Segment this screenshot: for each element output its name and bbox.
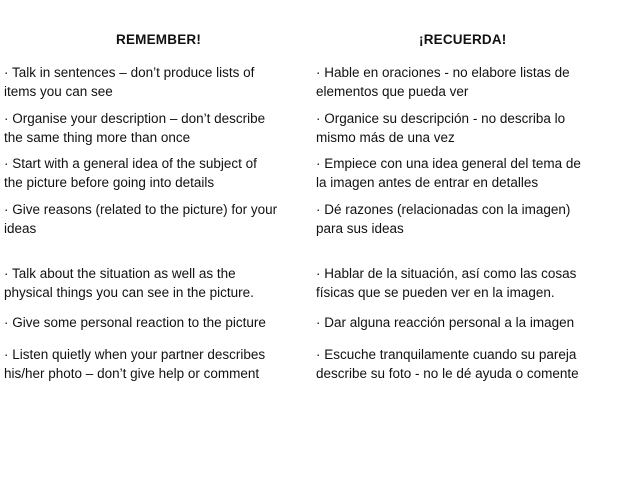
spanish-tip-situacion xyxy=(316,265,632,302)
tip-line: the same thing more than once xyxy=(4,129,191,145)
tip-line: · Talk about the situation as well as the xyxy=(4,266,236,281)
spanish-tip-escuche xyxy=(316,346,632,383)
tip-line: his/her photo – don’t give help or comment xyxy=(4,365,260,381)
tip-line: · Hablar de la situación, así como las cosas xyxy=(316,266,577,281)
english-tip-situation xyxy=(4,265,308,302)
spanish-tip-oraciones xyxy=(316,64,632,101)
spanish-tip-organice xyxy=(316,110,632,147)
tip-line: elementos que pueda ver xyxy=(316,83,469,99)
spanish-tip-reaccion-personal xyxy=(316,314,632,333)
english-tip-organise xyxy=(4,110,308,147)
spanish-tip-idea-general xyxy=(316,155,632,192)
tip-line: · Listen quietly when your partner describes xyxy=(4,347,266,362)
spanish-tip-razones xyxy=(316,201,632,238)
tip-line: · Give some personal reaction to the picture xyxy=(4,315,266,330)
tip-line: describe su foto - no le dé ayuda o comente xyxy=(316,365,579,381)
tip-line: para sus ideas xyxy=(316,220,404,236)
tip-line: · Empiece con una idea general del tema de xyxy=(316,156,581,171)
tip-line: · Give reasons (related to the picture) for your xyxy=(4,202,278,217)
tip-line: · Dar alguna reacción personal a la imagen xyxy=(316,315,575,330)
tip-line: · Hable en oraciones - no elabore listas de xyxy=(316,65,570,80)
tip-line: · Organice su descripción - no describa lo xyxy=(316,111,566,126)
tip-line: la imagen antes de entrar en detalles xyxy=(316,174,539,190)
tip-line: mismo más de una vez xyxy=(316,129,455,145)
tip-line: · Talk in sentences – don’t produce lists of xyxy=(4,65,255,80)
tip-line: the picture before going into details xyxy=(4,174,215,190)
tip-line: · Dé razones (relacionadas con la imagen) xyxy=(316,202,571,217)
tip-line: · Organise your description – don’t describe xyxy=(4,111,266,126)
tip-line: physical things you can see in the picture. xyxy=(4,284,254,300)
english-tip-personal-reaction xyxy=(4,314,308,333)
english-tip-sentences xyxy=(4,64,308,101)
tip-line: · Start with a general idea of the subject of xyxy=(4,156,257,171)
tip-line: físicas que se pueden ver en la imagen. xyxy=(316,284,555,300)
english-tip-general-idea xyxy=(4,155,308,192)
tip-line: items you can see xyxy=(4,83,113,99)
tip-line: ideas xyxy=(4,220,37,236)
spanish-heading: ¡RECUERDA! xyxy=(419,32,507,47)
english-tip-reasons xyxy=(4,201,308,238)
english-tip-listen xyxy=(4,346,308,383)
tip-line: · Escuche tranquilamente cuando su pareja xyxy=(316,347,577,362)
english-heading: REMEMBER! xyxy=(116,32,202,47)
